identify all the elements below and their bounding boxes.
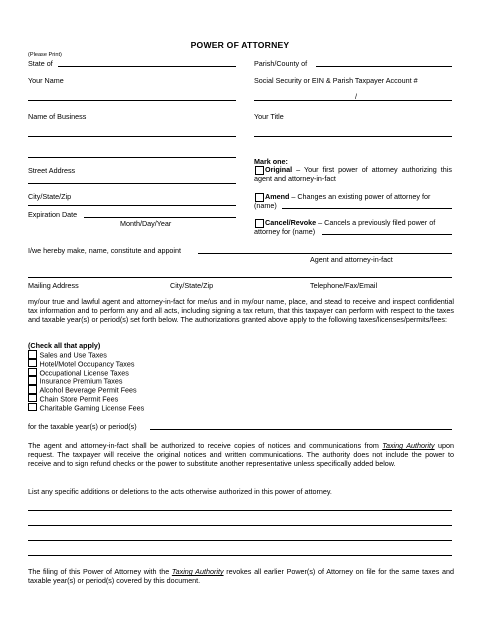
notices-text-a: The agent and attorney-in-fact shall be authorized to receive copies of notices and communications from <box>28 441 383 450</box>
tax-label: Hotel/Motel Occupancy Taxes <box>39 359 135 369</box>
tax-label: Insurance Premium Taxes <box>39 376 123 386</box>
street-address-label: Street Address <box>28 166 76 175</box>
taxable-year-label: for the taxable year(s) or period(s) <box>28 422 137 431</box>
additions-line-4[interactable] <box>28 555 452 556</box>
ssn-field[interactable] <box>254 100 452 101</box>
taxable-year-field[interactable] <box>150 429 452 430</box>
state-label: State of <box>28 59 53 68</box>
tax-checkbox[interactable] <box>28 394 37 403</box>
tax-checkbox[interactable] <box>28 359 37 368</box>
tax-item <box>28 385 144 394</box>
tax-label: Occupational License Taxes <box>39 368 129 378</box>
cancel-revoke-option-text: – Cancels a previously filed power of attorney for (name) <box>254 218 436 236</box>
amend-option-label: Amend <box>265 192 290 201</box>
tax-label: Sales and Use Taxes <box>39 350 107 360</box>
your-title-field[interactable] <box>254 136 452 137</box>
your-name-field[interactable] <box>28 100 236 101</box>
original-option-text: – Your first power of attorney authorizing this agent and attorney-in-fact <box>254 165 452 183</box>
tax-checklist <box>28 350 144 412</box>
tax-label: Alcohol Beverage Permit Fees <box>39 385 137 395</box>
filing-paragraph <box>28 567 454 585</box>
tax-checkbox[interactable] <box>28 403 37 412</box>
your-name-label: Your Name <box>28 76 64 85</box>
tax-checkbox[interactable] <box>28 385 37 394</box>
amend-option-text: – Changes an existing power of attorney for (name) <box>254 192 431 210</box>
cancel-revoke-name-field[interactable] <box>322 234 452 235</box>
month-day-year-hint: Month/Day/Year <box>120 219 172 228</box>
appoint-label: I/we hereby make, name, constitute and appoint <box>28 246 182 255</box>
tax-item <box>28 368 144 377</box>
tax-item <box>28 359 144 368</box>
amend-name-field[interactable] <box>282 208 452 209</box>
additions-line-2[interactable] <box>28 525 452 526</box>
expiration-date-label: Expiration Date <box>28 210 78 219</box>
notices-text-b: upon request. The taxpayer will receive the original notices and written communications. The authority does not include the power to receive and to sign refund checks or the power to substitute another representative unless specifically added below. <box>28 441 454 468</box>
filing-text-a: The filing of this Power of Attorney with the <box>28 567 172 576</box>
tax-label: Chain Store Permit Fees <box>39 394 119 404</box>
filing-text-b: revokes all earlier Power(s) of Attorney on file for the same taxes and taxable year(s) or period(s) covered by this document. <box>28 567 454 585</box>
tax-checkbox[interactable] <box>28 350 37 359</box>
original-option <box>254 165 452 183</box>
additions-line-3[interactable] <box>28 540 452 541</box>
ssn-slash: / <box>355 92 357 101</box>
expiration-date-field[interactable] <box>84 217 236 218</box>
parish-county-label: Parish/County of <box>254 59 308 68</box>
tax-checkbox[interactable] <box>28 376 37 385</box>
ssn-label: Social Security or EIN & Parish Taxpayer Account # <box>254 76 418 85</box>
filing-taxing-authority-text: Taxing Authority <box>171 567 224 576</box>
agent-city-state-zip-label: City/State/Zip <box>170 281 214 290</box>
street-address-field[interactable] <box>28 183 236 184</box>
parish-county-field[interactable] <box>316 66 452 67</box>
check-all-label: (Check all that apply) <box>28 341 101 350</box>
mailing-address-label: Mailing Address <box>28 281 79 290</box>
your-title-label: Your Title <box>254 112 284 121</box>
agent-address-field[interactable] <box>28 277 452 278</box>
cancel-revoke-option-label: Cancel/Revoke <box>265 218 317 227</box>
additions-instruction: List any specific additions or deletions to the acts otherwise authorized in this power of attorney. <box>28 487 332 496</box>
city-state-zip-label: City/State/Zip <box>28 192 72 201</box>
original-option-label: Original <box>265 165 293 174</box>
page-title: POWER OF ATTORNEY <box>190 40 290 50</box>
tax-item <box>28 350 144 359</box>
business-name-field[interactable] <box>28 136 236 137</box>
tax-item <box>28 403 144 412</box>
business-name-field-2[interactable] <box>28 157 236 158</box>
agent-label: Agent and attorney-in-fact <box>310 255 393 264</box>
business-name-label: Name of Business <box>28 112 87 121</box>
state-field[interactable] <box>58 66 236 67</box>
telephone-fax-email-label: Telephone/Fax/Email <box>310 281 378 290</box>
authorization-paragraph: my/our true and lawful agent and attorney-in-fact for me/us and in my/our name, place, and stead to receive and inspect confidential tax information and to perform any and all acts, including signing a tax return, that this taxpayer can perform with respect to the taxes and taxable year(s) or period(s) set forth below. The authorizations granted above apply to the following taxes/licenses/permits/fees: <box>28 297 454 324</box>
tax-item <box>28 394 144 403</box>
city-state-zip-field[interactable] <box>28 205 236 206</box>
tax-label: Charitable Gaming License Fees <box>39 403 145 413</box>
agent-name-field[interactable] <box>198 253 452 254</box>
mark-one-label: Mark one: <box>254 157 288 166</box>
taxing-authority-text: Taxing Authority <box>382 441 435 450</box>
tax-checkbox[interactable] <box>28 368 37 377</box>
additions-line-1[interactable] <box>28 510 452 511</box>
tax-item <box>28 376 144 385</box>
notices-paragraph <box>28 441 454 468</box>
please-print-note: (Please Print) <box>28 52 62 58</box>
